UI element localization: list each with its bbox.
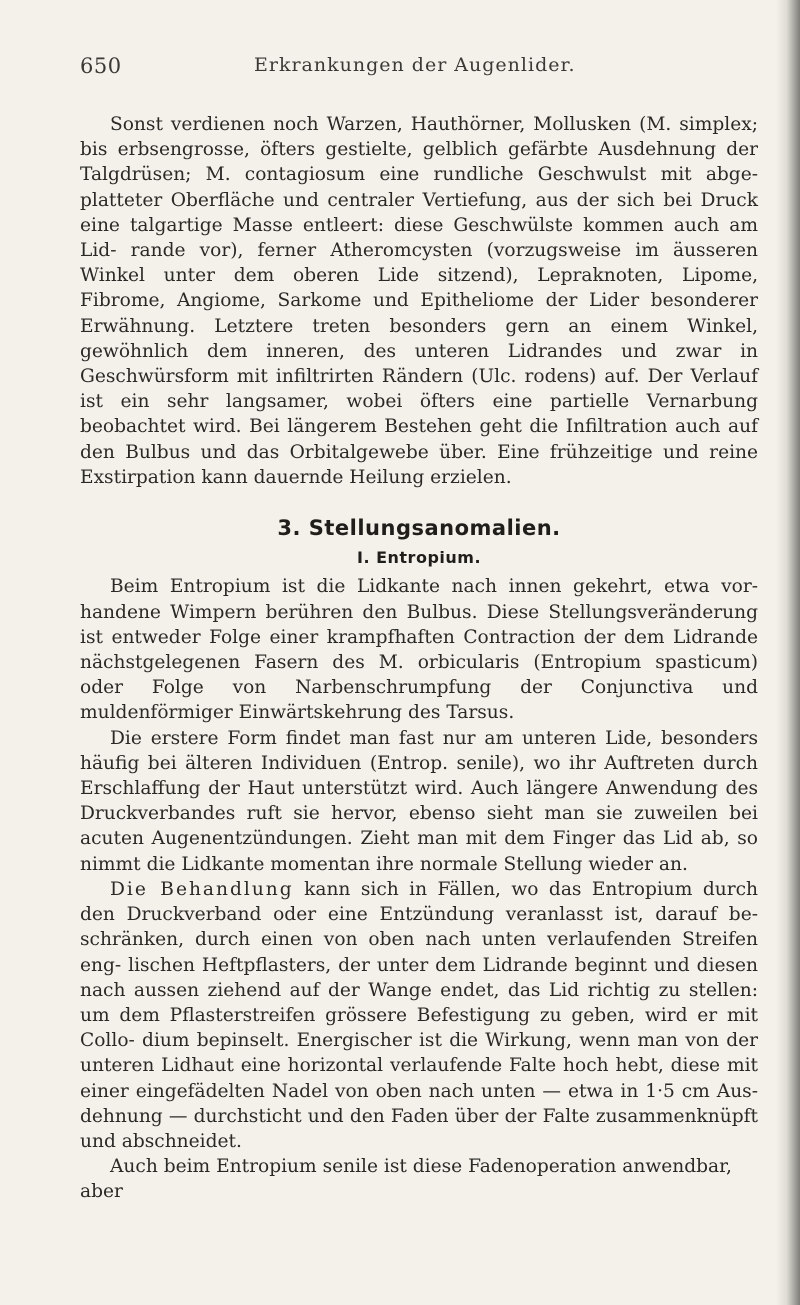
subsection-title: I. Entropium. [356,548,482,568]
page-number: 650 [80,54,122,78]
treatment-text: kann sich in Fällen, wo das Entropium durch den Druckverband oder eine Entzündung veranlasst ist, darauf be- schränken, durch einen von oben nach unten verlaufenden Streifen eng- lischen Heftpflasters, der unter dem Lidrande beginnt und diesen nach aussen ziehend auf der Wange endet, das Lid richtig zu stellen: um dem Pflasterstreifen grössere Befestigung zu geben, wird er mit Collo- dium bepinselt. Energischer ist die Wirkung, wenn man von der unteren Lidhaut eine horizontal verlaufende Falte hoch hebt, diese mit einer eingefädelten Nadel von oben nach unten — etwa in 1·5 cm Aus- dehnung — durchsticht und den Faden über der Falte zusammenknüpft und abschneidet. [80,878,758,1152]
paragraph-entropium-forms: Die erstere Form findet man fast nur am unteren Lide, besonders häufig bei älteren Individuen (Entrop. senile), wo ihr Auftreten durch Erschlaffung der Haut unterstützt wird. Auch längere Anwendung des Druckverbandes ruft sie hervor, ebenso sieht man sie zuweilen bei acuten Augenentzündungen. Zieht man mit dem Finger das Lid ab, so nimmt die Lidkante momentan ihre normale Stellung wieder an. [80,727,758,875]
treatment-heading: Die Behandlung [110,878,294,900]
paragraph-senile: Auch beim Entropium senile ist diese Fadenoperation anwendbar, aber [80,1156,732,1203]
paragraph-entropium-definition: Beim Entropium ist die Lidkante nach innen gekehrt, etwa vor- handene Wimpern berühren den Bulbus. Diese Stellungsveränderung ist entweder Folge einer krampfhaften Contraction der dem Lidrande nächstgelegenen Fasern des M. orbicularis (Entropium spasticum) oder Folge von Narbenschrumpfung der Conjunctiva und muldenförmiger Einwärtskehrung des Tarsus. [80,576,758,724]
page-edge-shadow [776,0,800,1305]
paragraph-tumors: Sonst verdienen noch Warzen, Hauthörner, Mollusken (M. simplex; bis erbsengrosse, öfters gestielte, gelblich gefärbte Ausdehnung der Talgdrüsen; M. contagiosum eine rundliche Geschwulst mit abge- platteter Oberfläche und centraler Vertiefung, aus der sich bei Druck eine talgartige Masse entleert: diese Geschwülste kommen auch am Lid- rande vor), ferner Atheromcysten (vorzugsweise im äusseren Winkel unter dem oberen Lide sitzend), Lepraknoten, Lipome, Fibrome, Angiome, Sarkome und Epitheliome der Lider besonderer Erwähnung. Letztere treten besonders gern an einem Winkel, gewöhnlich dem inneren, des unteren Lidrandes und zwar in Geschwürsform mit infiltrirten Rändern (Ulc. rodens) auf. Der Verlauf ist ein sehr langsamer, wobei öfters eine partielle Vernarbung beobachtet wird. Bei längerem Bestehen geht die Infiltration auch auf den Bulbus und das Orbitalgewebe über. Eine frühzeitige und reine Exstirpation kann dauernde Heilung erzielen. [80,114,758,488]
running-title: Erkrankungen der Augenlider. [254,54,576,76]
body-text [80,112,758,1205]
paragraph-treatment [80,877,758,1154]
section-title: 3. Stellungsanomalien. [277,516,561,541]
page-header [80,54,740,80]
